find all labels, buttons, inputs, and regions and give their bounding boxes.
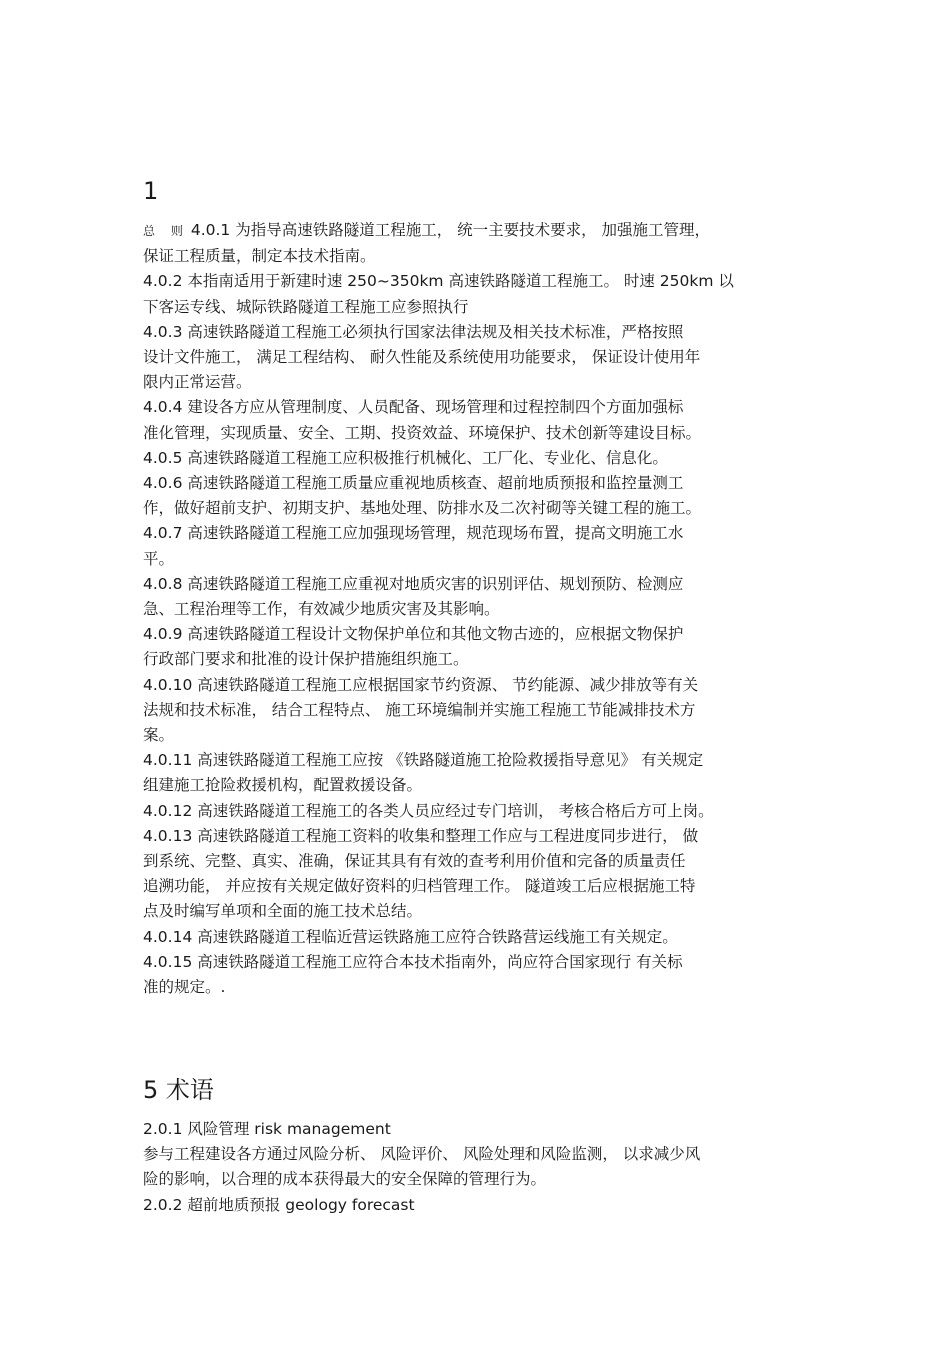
clause-line: 4.0.15 高速铁路隧道工程施工应符合本技术指南外，尚应符合国家现行 有关标: [143, 952, 683, 971]
clause-line: 限内正常运营。: [143, 373, 252, 392]
clause-4-0-6: [143, 471, 813, 521]
clause-line: 准的规定。.: [143, 978, 226, 997]
clause-line: 法规和技术标准， 结合工程特点、 施工环境编制并实施工程施工节能减排技术方: [143, 700, 696, 719]
clause-line: 4.0.3 高速铁路隧道工程施工必须执行国家法律法规及相关技术标准，严格按照: [143, 322, 684, 341]
clause-4-0-15: [143, 950, 813, 1000]
chapter-5-heading: 5 术语: [143, 1076, 214, 1104]
clause-line: 到系统、完整、真实、准确，保证其具有有效的查考利用价值和完备的质量责任: [143, 852, 686, 871]
clause-line: 行政部门要求和批准的设计保护措施组织施工。: [143, 650, 469, 669]
clause-line: 4.0.2 本指南适用于新建时速 250~350km 高速铁路隧道工程施工。 时速 250km 以: [143, 272, 734, 291]
clause-4-0-11: [143, 748, 813, 798]
clause-4-0-12: [143, 799, 813, 824]
clause-line: 案。: [143, 726, 175, 745]
clause-4-0-1: [143, 218, 813, 269]
clause-line: 4.0.8 高速铁路隧道工程施工应重视对地质灾害的识别评估、规划预防、检测应: [143, 574, 684, 593]
term-2-0-1-definition: [143, 1142, 813, 1192]
clause-line: 4.0.1 为指导高速铁路隧道工程施工， 统一主要技术要求， 加强施工管理，: [190, 221, 711, 239]
definition-line: 参与工程建设各方通过风险分析、 风险评价、 风险处理和风险监测， 以求减少风: [143, 1145, 701, 1164]
clause-line: 4.0.6 高速铁路隧道工程施工质量应重视地质核查、超前地质预报和监控量测工: [143, 474, 684, 493]
clause-line: 4.0.10 高速铁路隧道工程施工应根据国家节约资源、 节约能源、减少排放等有关: [143, 675, 699, 694]
definition-line: 险的影响，以合理的成本获得最大的安全保障的管理行为。: [143, 1170, 547, 1189]
clause-line: 4.0.12 高速铁路隧道工程施工的各类人员应经过专门培训， 考核合格后方可上岗。: [143, 801, 714, 820]
chapter-1-number: 1: [143, 177, 159, 205]
clause-line: 4.0.11 高速铁路隧道工程施工应按 《铁路隧道施工抢险救援指导意见》 有关规定: [143, 751, 704, 770]
general-provisions: [143, 218, 813, 1000]
clause-line: 4.0.9 高速铁路隧道工程设计文物保护单位和其他文物古迹的，应根据文物保护: [143, 625, 684, 644]
clause-4-0-13: [143, 824, 813, 925]
clause-line: 4.0.13 高速铁路隧道工程施工资料的收集和整理工作应与工程进度同步进行， 做: [143, 826, 699, 845]
clause-line: 保证工程质量，制定本技术指南。: [143, 247, 376, 266]
clause-4-0-3: [143, 320, 813, 396]
clause-4-0-4: [143, 395, 813, 445]
clause-line: 设计文件施工， 满足工程结构、 耐久性能及系统使用功能要求， 保证设计使用年: [143, 348, 701, 367]
clause-4-0-14: [143, 925, 813, 950]
clause-line: 4.0.5 高速铁路隧道工程施工应积极推行机械化、工厂化、专业化、信息化。: [143, 448, 668, 467]
terms-section: [143, 1117, 813, 1218]
clause-4-0-9: [143, 622, 813, 672]
clause-line: 点及时编写单项和全面的施工技术总结。: [143, 902, 423, 921]
clause-line: 下客运专线、城际铁路隧道工程施工应参照执行: [143, 297, 469, 316]
clause-line: 追溯功能， 并应按有关规定做好资料的归档管理工作。 隧道竣工后应根据施工特: [143, 877, 696, 896]
clause-line: 4.0.14 高速铁路隧道工程临近营运铁路施工应符合铁路营运线施工有关规定。: [143, 927, 678, 946]
clause-line: 组建施工抢险救援机构，配置救援设备。: [143, 776, 423, 795]
clause-line: 4.0.7 高速铁路隧道工程施工应加强现场管理，规范现场布置，提高文明施工水: [143, 524, 684, 543]
clause-line: 4.0.4 建设各方应从管理制度、人员配备、现场管理和过程控制四个方面加强标: [143, 398, 684, 417]
clause-4-0-2: [143, 269, 813, 319]
clause-line: 作，做好超前支护、初期支护、基地处理、防排水及二次衬砌等关键工程的施工。: [143, 499, 702, 518]
clause-line: 急、工程治理等工作，有效减少地质灾害及其影响。: [143, 600, 500, 619]
clause-line: 平。: [143, 549, 175, 568]
clause-4-0-5: [143, 446, 813, 471]
clause-line: 准化管理，实现质量、安全、工期、投资效益、环境保护、技术创新等建设目标。: [143, 423, 702, 442]
clause-4-0-8: [143, 572, 813, 622]
clause-4-0-7: [143, 521, 813, 571]
term-2-0-1-heading: 2.0.1 风险管理 risk management: [143, 1120, 391, 1138]
clause-4-0-10: [143, 673, 813, 749]
term-2-0-2-heading: 2.0.2 超前地质预报 geology forecast: [143, 1195, 415, 1214]
chapter-1-label: 总 则: [143, 224, 189, 238]
